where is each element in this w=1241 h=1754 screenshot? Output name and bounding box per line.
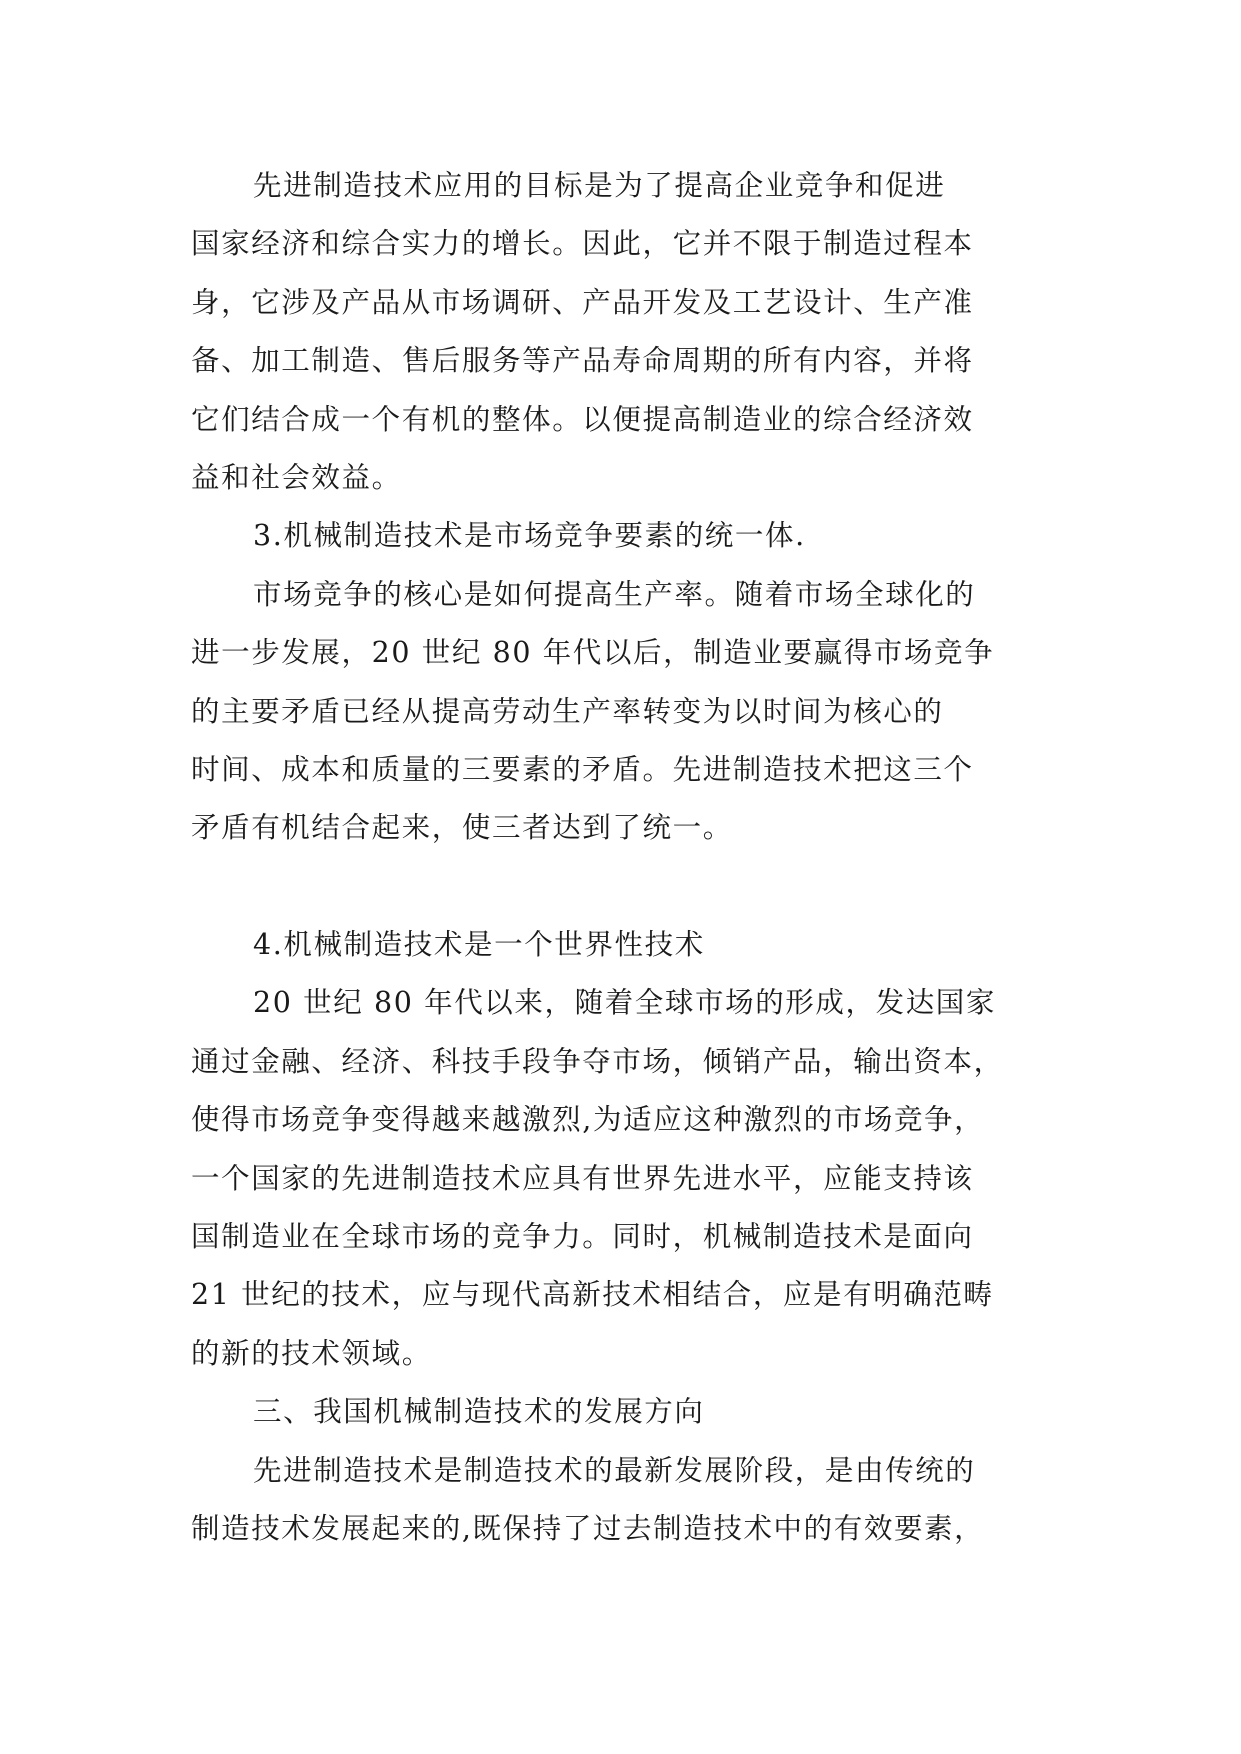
paragraph-line: 备、加工制造、售后服务等产品寿命周期的所有内容，并将	[191, 344, 974, 378]
paragraph-line: 益和社会效益。	[191, 460, 402, 494]
paragraph-line: 先进制造技术是制造技术的最新发展阶段，是由传统的	[253, 1453, 976, 1487]
paragraph-line: 制造技术发展起来的,既保持了过去制造技术中的有效要素，	[191, 1511, 985, 1545]
paragraph-line: 的主要矛盾已经从提高劳动生产率转变为以时间为核心的	[191, 694, 944, 728]
document-body	[191, 157, 1051, 1558]
paragraph-line: 进一步发展，20 世纪 80 年代以后，制造业要赢得市场竞争	[191, 636, 995, 670]
paragraph-line: 矛盾有机结合起来，使三者达到了统一。	[191, 811, 733, 845]
blank-line	[191, 858, 1051, 916]
paragraph-line: 它们结合成一个有机的整体。以便提高制造业的综合经济效	[191, 402, 974, 436]
paragraph-line: 21 世纪的技术，应与现代高新技术相结合，应是有明确范畴	[191, 1278, 994, 1312]
paragraph-line: 时间、成本和质量的三要素的矛盾。先进制造技术把这三个	[191, 752, 974, 786]
paragraph-line: 的新的技术领域。	[191, 1336, 432, 1370]
paragraph-line: 一个国家的先进制造技术应具有世界先进水平，应能支持该	[191, 1161, 974, 1195]
paragraph-line: 市场竞争的核心是如何提高生产率。随着市场全球化的	[253, 577, 976, 611]
paragraph-line: 通过金融、经济、科技手段争夺市场，倾销产品，输出资本，	[191, 1044, 1004, 1078]
paragraph-line: 使得市场竞争变得越来越激烈,为适应这种激烈的市场竞争，	[191, 1103, 985, 1137]
paragraph-line: 身，它涉及产品从市场调研、产品开发及工艺设计、生产准	[191, 285, 974, 319]
section-heading-4: 4.机械制造技术是一个世界性技术	[253, 928, 705, 962]
paragraph-line: 国制造业在全球市场的竞争力。同时，机械制造技术是面向	[191, 1220, 974, 1254]
paragraph-line: 国家经济和综合实力的增长。因此，它并不限于制造过程本	[191, 227, 974, 261]
paragraph-line: 20 世纪 80 年代以来，随着全球市场的形成，发达国家	[253, 986, 997, 1020]
paragraph-line: 先进制造技术应用的目标是为了提高企业竞争和促进	[253, 169, 946, 202]
section-title-3: 三、我国机械制造技术的发展方向	[253, 1395, 705, 1429]
section-heading-3: 3.机械制造技术是市场竞争要素的统一体.	[253, 519, 806, 553]
